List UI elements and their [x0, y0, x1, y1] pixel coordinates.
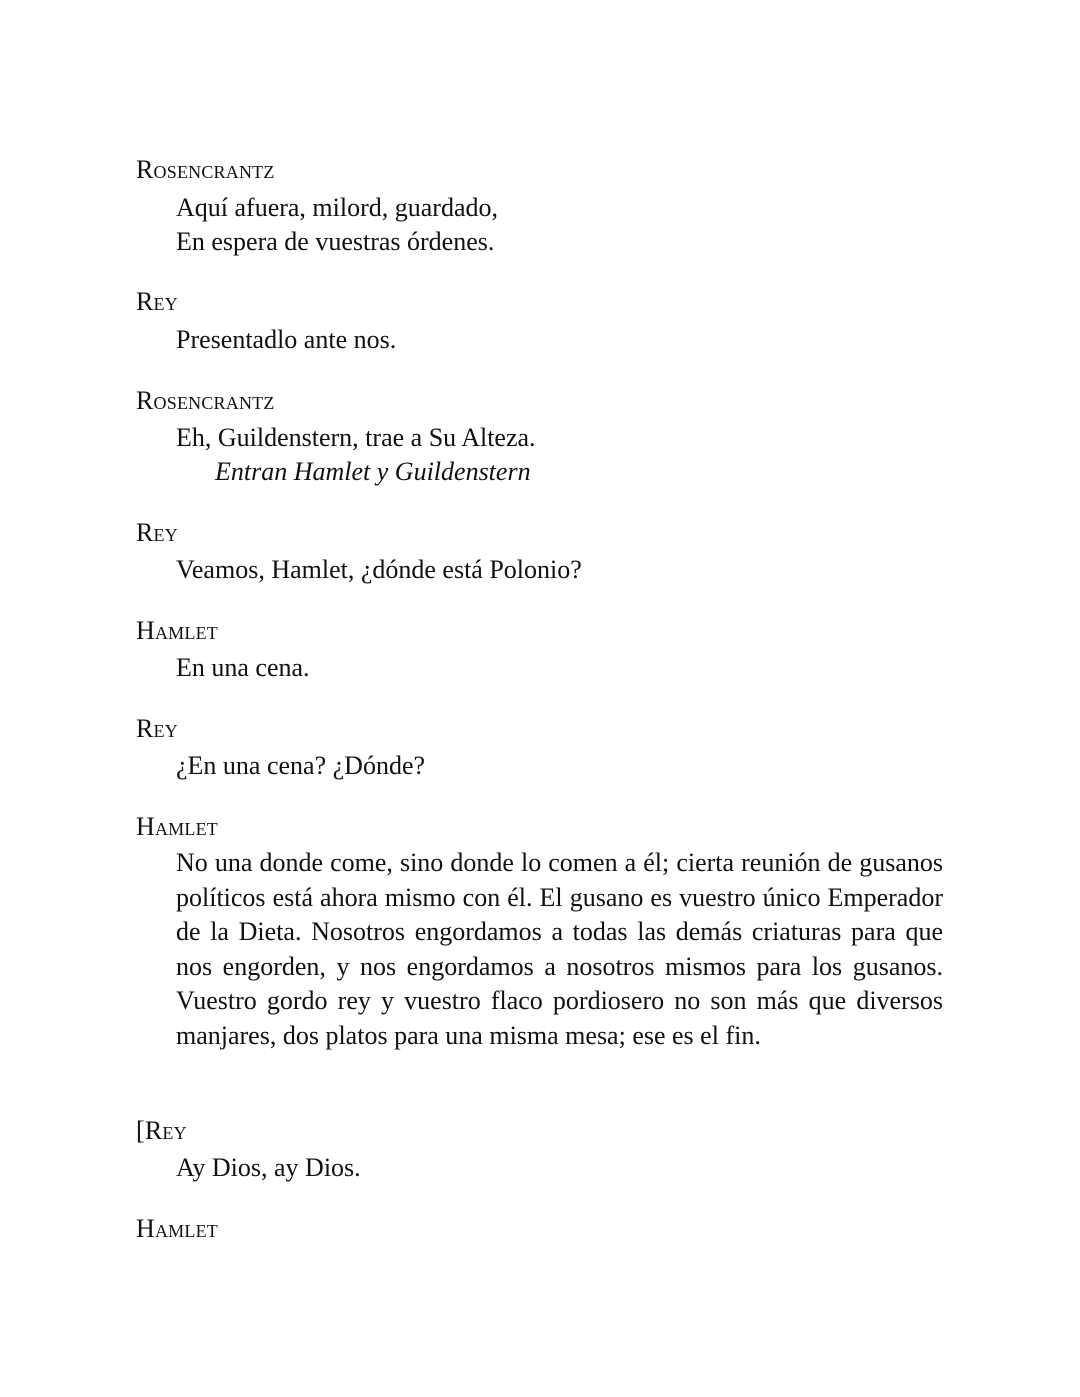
dialogue-line: Eh, Guildenstern, trae a Su Alteza. [176, 423, 536, 452]
dialogue-line: ¿En una cena? ¿Dónde? [176, 751, 426, 780]
speaker-name: Hamlet [136, 1214, 218, 1243]
stage-direction: Entran Hamlet y Guildenstern [215, 457, 531, 486]
speaker-name: Hamlet [136, 812, 218, 841]
dialogue-line: En una cena. [176, 653, 310, 682]
dialogue-line: Presentadlo ante nos. [176, 325, 397, 354]
dialogue-line: Aquí afuera, milord, guardado, [176, 193, 499, 222]
speaker-name: Rey [136, 714, 178, 743]
speaker-name: Hamlet [136, 616, 218, 645]
dialogue-line: En espera de vuestras órdenes. [176, 227, 495, 256]
speaker-name: Rosencrantz [136, 386, 275, 415]
speaker-name: Rey [136, 518, 178, 547]
dialogue-line: Veamos, Hamlet, ¿dónde está Polonio? [176, 555, 582, 584]
dialogue-paragraph: No una donde come, sino donde lo comen a él; cierta reunión de gusanos políticos está ahora mismo con él. El gusano es vuestro único Emperador de la Dieta. Nosotros engordamos a todas las demás criaturas para que nos engorden, y nos engordamos a nosotros mismos para los gusanos. Vuestro gordo rey y vuestro flaco pordiosero no son más que diversos manjares, dos platos para una misma mesa; ese es el fin. [176, 848, 943, 1050]
dialogue-line: Ay Dios, ay Dios. [176, 1153, 361, 1182]
speaker-name: Rosencrantz [136, 155, 275, 184]
speaker-name: [Rey [136, 1116, 187, 1145]
speaker-name: Rey [136, 287, 178, 316]
